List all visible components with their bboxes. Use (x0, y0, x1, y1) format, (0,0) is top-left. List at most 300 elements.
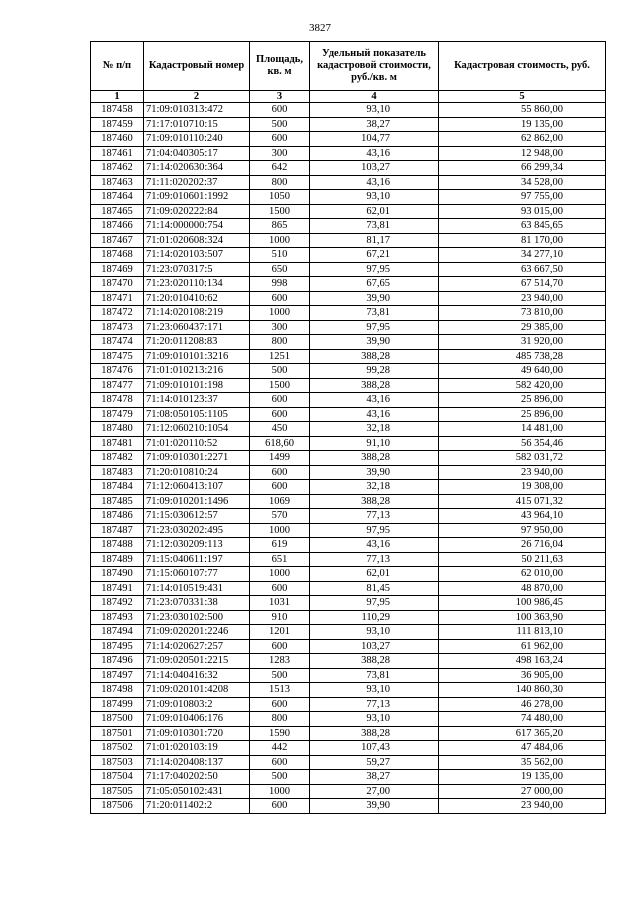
table-row (91, 625, 606, 640)
area-cell: 1500 (250, 204, 310, 219)
cadastral-cost-cell: 47 484,06 (439, 741, 606, 756)
area-cell: 1590 (250, 726, 310, 741)
area-cell: 500 (250, 668, 310, 683)
table-row (91, 596, 606, 611)
cadastral-cost-cell: 111 813,10 (439, 625, 606, 640)
cadastral-number-cell: 71:09:010803:2 (144, 697, 250, 712)
specific-rate-cell: 93,10 (310, 712, 439, 727)
cadastral-cost-cell: 415 071,32 (439, 494, 606, 509)
cadastral-cost-cell: 62 010,00 (439, 567, 606, 582)
column-number: 5 (439, 91, 606, 103)
column-number-row (91, 91, 606, 103)
cadastral-number-cell: 71:01:020608:324 (144, 233, 250, 248)
row-index-cell: 187504 (91, 770, 144, 785)
table-row (91, 639, 606, 654)
specific-rate-cell: 77,13 (310, 697, 439, 712)
row-index-cell: 187466 (91, 219, 144, 234)
cadastral-cost-cell: 66 299,34 (439, 161, 606, 176)
area-cell: 600 (250, 799, 310, 814)
specific-rate-cell: 104,77 (310, 132, 439, 147)
specific-rate-cell: 59,27 (310, 755, 439, 770)
header-index: № п/п (91, 42, 144, 91)
cadastral-number-cell: 71:01:010213:216 (144, 364, 250, 379)
area-cell: 618,60 (250, 436, 310, 451)
table-row (91, 248, 606, 263)
row-index-cell: 187494 (91, 625, 144, 640)
specific-rate-cell: 43,16 (310, 175, 439, 190)
area-cell: 910 (250, 610, 310, 625)
cadastral-number-cell: 71:12:060413:107 (144, 480, 250, 495)
cadastral-cost-cell: 31 920,00 (439, 335, 606, 350)
cadastral-number-cell: 71:09:010313:472 (144, 103, 250, 118)
area-cell: 300 (250, 320, 310, 335)
row-index-cell: 187490 (91, 567, 144, 582)
area-cell: 619 (250, 538, 310, 553)
cadastral-number-cell: 71:20:010410:62 (144, 291, 250, 306)
cadastral-number-cell: 71:15:030612:57 (144, 509, 250, 524)
specific-rate-cell: 39,90 (310, 465, 439, 480)
table-row (91, 552, 606, 567)
row-index-cell: 187506 (91, 799, 144, 814)
specific-rate-cell: 73,81 (310, 219, 439, 234)
row-index-cell: 187502 (91, 741, 144, 756)
area-cell: 600 (250, 581, 310, 596)
specific-rate-cell: 93,10 (310, 625, 439, 640)
cadastral-number-cell: 71:15:040611:197 (144, 552, 250, 567)
row-index-cell: 187496 (91, 654, 144, 669)
table-row (91, 799, 606, 814)
row-index-cell: 187479 (91, 407, 144, 422)
table-row (91, 422, 606, 437)
cadastral-number-cell: 71:09:010406:176 (144, 712, 250, 727)
cadastral-cost-cell: 36 905,00 (439, 668, 606, 683)
page-number: 3827 (309, 22, 331, 34)
specific-rate-cell: 32,18 (310, 422, 439, 437)
specific-rate-cell: 43,16 (310, 407, 439, 422)
row-index-cell: 187468 (91, 248, 144, 263)
area-cell: 650 (250, 262, 310, 277)
area-cell: 800 (250, 335, 310, 350)
specific-rate-cell: 81,45 (310, 581, 439, 596)
area-cell: 1050 (250, 190, 310, 205)
row-index-cell: 187465 (91, 204, 144, 219)
cadastral-number-cell: 71:14:020630:364 (144, 161, 250, 176)
table-body (91, 103, 606, 814)
specific-rate-cell: 38,27 (310, 117, 439, 132)
table-row (91, 697, 606, 712)
column-number: 1 (91, 91, 144, 103)
area-cell: 500 (250, 770, 310, 785)
area-cell: 510 (250, 248, 310, 263)
cadastral-cost-cell: 48 870,00 (439, 581, 606, 596)
area-cell: 1499 (250, 451, 310, 466)
row-index-cell: 187488 (91, 538, 144, 553)
area-cell: 1000 (250, 306, 310, 321)
cadastral-cost-cell: 63 845,65 (439, 219, 606, 234)
cadastral-number-cell: 71:23:070331:38 (144, 596, 250, 611)
cadastral-cost-cell: 49 640,00 (439, 364, 606, 379)
cadastral-cost-cell: 582 031,72 (439, 451, 606, 466)
area-cell: 600 (250, 480, 310, 495)
specific-rate-cell: 73,81 (310, 668, 439, 683)
specific-rate-cell: 388,28 (310, 654, 439, 669)
cadastral-number-cell: 71:08:050105:1105 (144, 407, 250, 422)
cadastral-number-cell: 71:09:020101:4208 (144, 683, 250, 698)
area-cell: 800 (250, 175, 310, 190)
cadastral-cost-cell: 56 354,46 (439, 436, 606, 451)
cadastral-cost-cell: 582 420,00 (439, 378, 606, 393)
cadastral-number-cell: 71:01:020103:19 (144, 741, 250, 756)
cadastral-cost-cell: 34 528,00 (439, 175, 606, 190)
cadastral-number-cell: 71:20:011402:2 (144, 799, 250, 814)
header-area: Площадь, кв. м (250, 42, 310, 91)
row-index-cell: 187461 (91, 146, 144, 161)
cadastral-number-cell: 71:23:060437:171 (144, 320, 250, 335)
area-cell: 1201 (250, 625, 310, 640)
row-index-cell: 187463 (91, 175, 144, 190)
table-row (91, 538, 606, 553)
table-row (91, 509, 606, 524)
row-index-cell: 187469 (91, 262, 144, 277)
cadastral-number-cell: 71:09:020222:84 (144, 204, 250, 219)
row-index-cell: 187498 (91, 683, 144, 698)
row-index-cell: 187495 (91, 639, 144, 654)
table-row (91, 161, 606, 176)
specific-rate-cell: 103,27 (310, 639, 439, 654)
cadastral-cost-cell: 485 738,28 (439, 349, 606, 364)
row-index-cell: 187482 (91, 451, 144, 466)
row-index-cell: 187489 (91, 552, 144, 567)
cadastral-number-cell: 71:14:040416:32 (144, 668, 250, 683)
cadastral-cost-cell: 50 211,63 (439, 552, 606, 567)
area-cell: 450 (250, 422, 310, 437)
cadastral-number-cell: 71:05:050102:431 (144, 784, 250, 799)
row-index-cell: 187474 (91, 335, 144, 350)
cadastral-number-cell: 71:09:010301:720 (144, 726, 250, 741)
cadastral-number-cell: 71:12:030209:113 (144, 538, 250, 553)
table-row (91, 770, 606, 785)
cadastral-number-cell: 71:17:040202:50 (144, 770, 250, 785)
table-row (91, 726, 606, 741)
cadastral-cost-cell: 100 986,45 (439, 596, 606, 611)
area-cell: 1283 (250, 654, 310, 669)
table-row (91, 291, 606, 306)
cadastral-cost-cell: 63 667,50 (439, 262, 606, 277)
table-row (91, 364, 606, 379)
row-index-cell: 187483 (91, 465, 144, 480)
cadastral-number-cell: 71:09:010110:240 (144, 132, 250, 147)
table-row (91, 610, 606, 625)
table-row (91, 581, 606, 596)
area-cell: 570 (250, 509, 310, 524)
cadastral-number-cell: 71:09:020201:2246 (144, 625, 250, 640)
specific-rate-cell: 77,13 (310, 552, 439, 567)
specific-rate-cell: 93,10 (310, 683, 439, 698)
area-cell: 1069 (250, 494, 310, 509)
table-row (91, 494, 606, 509)
specific-rate-cell: 27,00 (310, 784, 439, 799)
row-index-cell: 187460 (91, 132, 144, 147)
cadastral-cost-cell: 498 163,24 (439, 654, 606, 669)
area-cell: 442 (250, 741, 310, 756)
table-row (91, 407, 606, 422)
cadastral-cost-cell: 34 277,10 (439, 248, 606, 263)
row-index-cell: 187484 (91, 480, 144, 495)
area-cell: 800 (250, 712, 310, 727)
table-row (91, 233, 606, 248)
specific-rate-cell: 38,27 (310, 770, 439, 785)
cadastral-cost-cell: 25 896,00 (439, 407, 606, 422)
specific-rate-cell: 32,18 (310, 480, 439, 495)
area-cell: 300 (250, 146, 310, 161)
cadastral-cost-cell: 43 964,10 (439, 509, 606, 524)
table-row (91, 335, 606, 350)
area-cell: 600 (250, 407, 310, 422)
row-index-cell: 187487 (91, 523, 144, 538)
row-index-cell: 187473 (91, 320, 144, 335)
row-index-cell: 187472 (91, 306, 144, 321)
cadastral-cost-cell: 23 940,00 (439, 291, 606, 306)
cadastral-cost-cell: 140 860,30 (439, 683, 606, 698)
cadastral-cost-cell: 61 962,00 (439, 639, 606, 654)
cadastral-number-cell: 71:14:020108:219 (144, 306, 250, 321)
specific-rate-cell: 43,16 (310, 393, 439, 408)
column-number: 3 (250, 91, 310, 103)
cadastral-cost-cell: 23 940,00 (439, 799, 606, 814)
row-index-cell: 187480 (91, 422, 144, 437)
specific-rate-cell: 93,10 (310, 103, 439, 118)
cadastral-cost-cell: 35 562,00 (439, 755, 606, 770)
cadastral-number-cell: 71:09:010201:1496 (144, 494, 250, 509)
specific-rate-cell: 388,28 (310, 726, 439, 741)
row-index-cell: 187486 (91, 509, 144, 524)
header-row (91, 42, 606, 91)
table-row (91, 117, 606, 132)
cadastral-number-cell: 71:23:070317:5 (144, 262, 250, 277)
cadastral-number-cell: 71:04:040305:17 (144, 146, 250, 161)
specific-rate-cell: 388,28 (310, 349, 439, 364)
table-row (91, 320, 606, 335)
cadastral-cost-cell: 12 948,00 (439, 146, 606, 161)
cadastral-number-cell: 71:09:010301:2271 (144, 451, 250, 466)
table-row (91, 103, 606, 118)
table-row (91, 378, 606, 393)
cadastral-cost-cell: 73 810,00 (439, 306, 606, 321)
cadastral-number-cell: 71:14:020408:137 (144, 755, 250, 770)
specific-rate-cell: 93,10 (310, 190, 439, 205)
cadastral-number-cell: 71:23:030202:495 (144, 523, 250, 538)
column-number: 4 (310, 91, 439, 103)
specific-rate-cell: 43,16 (310, 146, 439, 161)
table-row (91, 451, 606, 466)
cadastral-cost-cell: 14 481,00 (439, 422, 606, 437)
table-row (91, 175, 606, 190)
cadastral-number-cell: 71:17:010710:15 (144, 117, 250, 132)
specific-rate-cell: 97,95 (310, 596, 439, 611)
row-index-cell: 187503 (91, 755, 144, 770)
specific-rate-cell: 388,28 (310, 451, 439, 466)
area-cell: 600 (250, 639, 310, 654)
specific-rate-cell: 91,10 (310, 436, 439, 451)
row-index-cell: 187497 (91, 668, 144, 683)
specific-rate-cell: 39,90 (310, 799, 439, 814)
area-cell: 1251 (250, 349, 310, 364)
cadastral-number-cell: 71:09:020501:2215 (144, 654, 250, 669)
specific-rate-cell: 77,13 (310, 509, 439, 524)
specific-rate-cell: 388,28 (310, 378, 439, 393)
table-row (91, 436, 606, 451)
cadastral-cost-cell: 23 940,00 (439, 465, 606, 480)
cadastral-cost-cell: 97 755,00 (439, 190, 606, 205)
area-cell: 1513 (250, 683, 310, 698)
specific-rate-cell: 67,21 (310, 248, 439, 263)
area-cell: 500 (250, 117, 310, 132)
table-row (91, 480, 606, 495)
table-row (91, 465, 606, 480)
row-index-cell: 187501 (91, 726, 144, 741)
cadastral-cost-cell: 19 308,00 (439, 480, 606, 495)
cadastral-cost-cell: 29 385,00 (439, 320, 606, 335)
area-cell: 1000 (250, 784, 310, 799)
area-cell: 600 (250, 132, 310, 147)
specific-rate-cell: 39,90 (310, 335, 439, 350)
specific-rate-cell: 67,65 (310, 277, 439, 292)
table-row (91, 219, 606, 234)
specific-rate-cell: 62,01 (310, 204, 439, 219)
specific-rate-cell: 97,95 (310, 320, 439, 335)
cadastral-number-cell: 71:20:011208:83 (144, 335, 250, 350)
table-row (91, 755, 606, 770)
cadastral-table (90, 41, 606, 814)
cadastral-number-cell: 71:14:020627:257 (144, 639, 250, 654)
row-index-cell: 187478 (91, 393, 144, 408)
table-row (91, 262, 606, 277)
cadastral-cost-cell: 26 716,04 (439, 538, 606, 553)
area-cell: 1500 (250, 378, 310, 393)
row-index-cell: 187459 (91, 117, 144, 132)
specific-rate-cell: 39,90 (310, 291, 439, 306)
header-cadastral-number: Кадастровый номер (144, 42, 250, 91)
table-row (91, 523, 606, 538)
cadastral-cost-cell: 19 135,00 (439, 770, 606, 785)
table-row (91, 190, 606, 205)
area-cell: 1000 (250, 523, 310, 538)
cadastral-cost-cell: 617 365,20 (439, 726, 606, 741)
row-index-cell: 187464 (91, 190, 144, 205)
area-cell: 600 (250, 755, 310, 770)
area-cell: 998 (250, 277, 310, 292)
specific-rate-cell: 107,43 (310, 741, 439, 756)
cadastral-number-cell: 71:12:060210:1054 (144, 422, 250, 437)
row-index-cell: 187477 (91, 378, 144, 393)
header-cadastral-cost: Кадастровая стоимость, руб. (439, 42, 606, 91)
row-index-cell: 187491 (91, 581, 144, 596)
cadastral-cost-cell: 19 135,00 (439, 117, 606, 132)
table-row (91, 654, 606, 669)
cadastral-number-cell: 71:23:030102:500 (144, 610, 250, 625)
area-cell: 651 (250, 552, 310, 567)
specific-rate-cell: 73,81 (310, 306, 439, 321)
row-index-cell: 187458 (91, 103, 144, 118)
area-cell: 600 (250, 697, 310, 712)
cadastral-cost-cell: 81 170,00 (439, 233, 606, 248)
cadastral-cost-cell: 93 015,00 (439, 204, 606, 219)
table-row (91, 132, 606, 147)
row-index-cell: 187505 (91, 784, 144, 799)
table-row (91, 567, 606, 582)
specific-rate-cell: 388,28 (310, 494, 439, 509)
row-index-cell: 187467 (91, 233, 144, 248)
cadastral-cost-cell: 97 950,00 (439, 523, 606, 538)
specific-rate-cell: 110,29 (310, 610, 439, 625)
cadastral-cost-cell: 74 480,00 (439, 712, 606, 727)
table-row (91, 393, 606, 408)
cadastral-cost-cell: 55 860,00 (439, 103, 606, 118)
table-row (91, 668, 606, 683)
row-index-cell: 187499 (91, 697, 144, 712)
cadastral-number-cell: 71:01:020110:52 (144, 436, 250, 451)
area-cell: 865 (250, 219, 310, 234)
row-index-cell: 187485 (91, 494, 144, 509)
row-index-cell: 187471 (91, 291, 144, 306)
cadastral-number-cell: 71:23:020110:134 (144, 277, 250, 292)
cadastral-number-cell: 71:14:010123:37 (144, 393, 250, 408)
area-cell: 600 (250, 103, 310, 118)
header-specific-rate: Удельный показатель кадастровой стоимости, руб./кв. м (310, 42, 439, 91)
table-row (91, 146, 606, 161)
specific-rate-cell: 97,95 (310, 523, 439, 538)
cadastral-number-cell: 71:14:010519:431 (144, 581, 250, 596)
row-index-cell: 187492 (91, 596, 144, 611)
cadastral-cost-cell: 25 896,00 (439, 393, 606, 408)
row-index-cell: 187500 (91, 712, 144, 727)
specific-rate-cell: 99,28 (310, 364, 439, 379)
specific-rate-cell: 43,16 (310, 538, 439, 553)
cadastral-number-cell: 71:20:010810:24 (144, 465, 250, 480)
row-index-cell: 187470 (91, 277, 144, 292)
specific-rate-cell: 97,95 (310, 262, 439, 277)
row-index-cell: 187475 (91, 349, 144, 364)
row-index-cell: 187476 (91, 364, 144, 379)
area-cell: 500 (250, 364, 310, 379)
cadastral-cost-cell: 27 000,00 (439, 784, 606, 799)
table-row (91, 306, 606, 321)
cadastral-cost-cell: 100 363,90 (439, 610, 606, 625)
table-row (91, 683, 606, 698)
area-cell: 1000 (250, 233, 310, 248)
column-number: 2 (144, 91, 250, 103)
specific-rate-cell: 103,27 (310, 161, 439, 176)
cadastral-cost-cell: 62 862,00 (439, 132, 606, 147)
table-row (91, 712, 606, 727)
cadastral-number-cell: 71:09:010101:198 (144, 378, 250, 393)
row-index-cell: 187481 (91, 436, 144, 451)
table-row (91, 349, 606, 364)
table-row (91, 277, 606, 292)
cadastral-number-cell: 71:09:010601:1992 (144, 190, 250, 205)
cadastral-number-cell: 71:11:020202:37 (144, 175, 250, 190)
row-index-cell: 187462 (91, 161, 144, 176)
area-cell: 600 (250, 393, 310, 408)
area-cell: 600 (250, 291, 310, 306)
table-row (91, 741, 606, 756)
cadastral-number-cell: 71:09:010101:3216 (144, 349, 250, 364)
row-index-cell: 187493 (91, 610, 144, 625)
cadastral-number-cell: 71:14:000000:754 (144, 219, 250, 234)
area-cell: 1000 (250, 567, 310, 582)
cadastral-cost-cell: 46 278,00 (439, 697, 606, 712)
area-cell: 642 (250, 161, 310, 176)
